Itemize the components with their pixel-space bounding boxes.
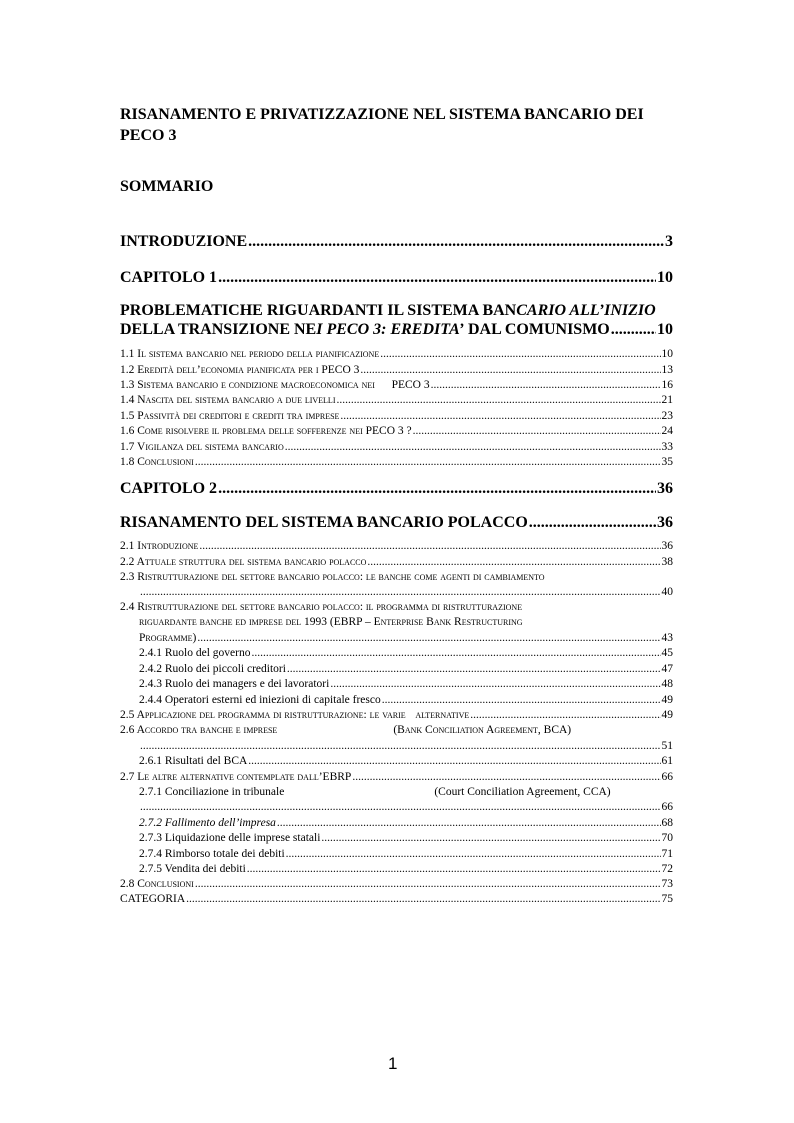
toc-chapter2-heading[interactable]: RISANAMENTO DEL SISTEMA BANCARIO POLACCO ..... 36 — [120, 514, 673, 532]
toc-entry-2-6-line2[interactable]: ..... 51 — [139, 740, 673, 752]
toc-entry-2-4-line1[interactable]: 2.4 Ristrutturazione del settore bancario polacco: il programma di ristrutturazione — [120, 601, 523, 613]
toc-entry-2-7-4[interactable]: 2.7.4 Rimborso totale dei debiti ..... 71 — [139, 848, 673, 860]
toc-entry-1-5[interactable]: 1.5 Passività dei creditori e crediti tra imprese ..... 23 — [120, 410, 673, 422]
toc-entry-2-7-3[interactable]: 2.7.3 Liquidazione delle imprese statali ..... 70 — [139, 832, 673, 844]
toc-entry-2-7-1-line2[interactable]: ..... 66 — [139, 801, 673, 813]
toc-page: 10 — [657, 321, 673, 338]
toc-chapter1-heading-line1[interactable]: PROBLEMATICHE RIGUARDANTI IL SISTEMA BANCARIO ALL’INIZIO — [120, 302, 656, 319]
toc-entry-capitolo-2[interactable]: CAPITOLO 2 ..... 36 — [120, 480, 673, 498]
toc-entry-2-1[interactable]: 2.1 Introduzione ..... 36 — [120, 540, 673, 552]
toc-entry-2-3-line1[interactable]: 2.3 Ristrutturazione del settore bancario polacco: le banche come agenti di cambiamento — [120, 571, 545, 583]
document-title: RISANAMENTO E PRIVATIZZAZIONE NEL SISTEMA BANCARIO DEI PECO 3 — [120, 106, 644, 144]
toc-entry-2-7-1-line1[interactable]: 2.7.1 Conciliazione in tribunale (Court Conciliation Agreement, CCA) — [139, 786, 611, 798]
toc-chapter1-heading-line2[interactable]: DELLA TRANSIZIONE NEI PECO 3: EREDITA’ DAL COMUNISMO ..... 10 — [120, 321, 673, 339]
toc-entry-2-6-1[interactable]: 2.6.1 Risultati del BCA ..... 61 — [139, 755, 673, 767]
toc-entry-1-8[interactable]: 1.8 Conclusioni ..... 35 — [120, 456, 673, 468]
page-number: 1 — [388, 1054, 398, 1073]
toc-entry-2-5[interactable]: 2.5 Applicazione del programma di ristrutturazione: le varie alternative ..... 49 — [120, 709, 673, 721]
toc-entry-capitolo-1[interactable] — [120, 269, 673, 287]
toc-label: CAPITOLO 1 — [120, 269, 218, 286]
toc-entry-2-3-line2[interactable]: ..... 40 — [139, 586, 673, 598]
toc-entry-1-4[interactable]: 1.4 Nascita del sistema bancario a due livelli ..... 21 — [120, 394, 673, 406]
toc-entry-2-7-2[interactable]: 2.7.2 Fallimento dell’impresa ..... 68 — [139, 817, 673, 829]
toc-page: 3 — [665, 233, 673, 250]
toc-entry-introduzione[interactable] — [120, 233, 673, 251]
toc-entry-1-6[interactable]: 1.6 Come risolvere il problema delle sofferenze nei PECO 3 ? ..... 24 — [120, 425, 673, 437]
toc-entry-1-3[interactable]: 1.3 Sistema bancario e condizione macroeconomica nei PECO 3 ..... 16 — [120, 379, 673, 391]
toc-page: 10 — [657, 269, 673, 286]
toc-entry-2-4-4[interactable]: 2.4.4 Operatori esterni ed iniezioni di capitale fresco ..... 49 — [139, 694, 673, 706]
sommario-heading: SOMMARIO — [120, 178, 214, 195]
toc-entry-2-2[interactable]: 2.2 Attuale struttura del sistema bancario polacco ..... 38 — [120, 556, 673, 568]
toc-entry-1-7[interactable]: 1.7 Vigilanza del sistema bancario ..... 33 — [120, 441, 673, 453]
toc-entry-2-4-line2[interactable]: riguardante banche ed imprese del 1993 (EBRP – Enterprise Bank Restructuring — [139, 616, 523, 628]
toc-entry-1-1[interactable]: 1.1 Il sistema bancario nel periodo della pianificazione ..... 10 — [120, 348, 673, 360]
toc-entry-2-8[interactable]: 2.8 Conclusioni ..... 73 — [120, 878, 673, 890]
toc-entry-2-4-3[interactable]: 2.4.3 Ruolo dei managers e dei lavoratori ..... 48 — [139, 678, 673, 690]
toc-label: INTRODUZIONE — [120, 233, 248, 250]
toc-entry-1-2[interactable]: 1.2 Eredità dell’economia pianificata per i PECO 3 ..... 13 — [120, 364, 673, 376]
toc-entry-2-4-2[interactable]: 2.4.2 Ruolo dei piccoli creditori ..... 47 — [139, 663, 673, 675]
toc-entry-2-4-1[interactable]: 2.4.1 Ruolo del governo ..... 45 — [139, 647, 673, 659]
toc-entry-categoria[interactable]: CATEGORIA ..... 75 — [120, 893, 673, 905]
toc-entry-2-7[interactable]: 2.7 Le altre alternative contemplate dall’EBRP ..... 66 — [120, 771, 673, 783]
toc-entry-2-6-line1[interactable]: 2.6 Accordo tra banche e imprese (Bank Conciliation Agreement, BCA) — [120, 724, 572, 736]
toc-entry-2-7-5[interactable]: 2.7.5 Vendita dei debiti ..... 72 — [139, 863, 673, 875]
toc-entry-2-4-line3[interactable]: Programme) ..... 43 — [139, 632, 673, 644]
